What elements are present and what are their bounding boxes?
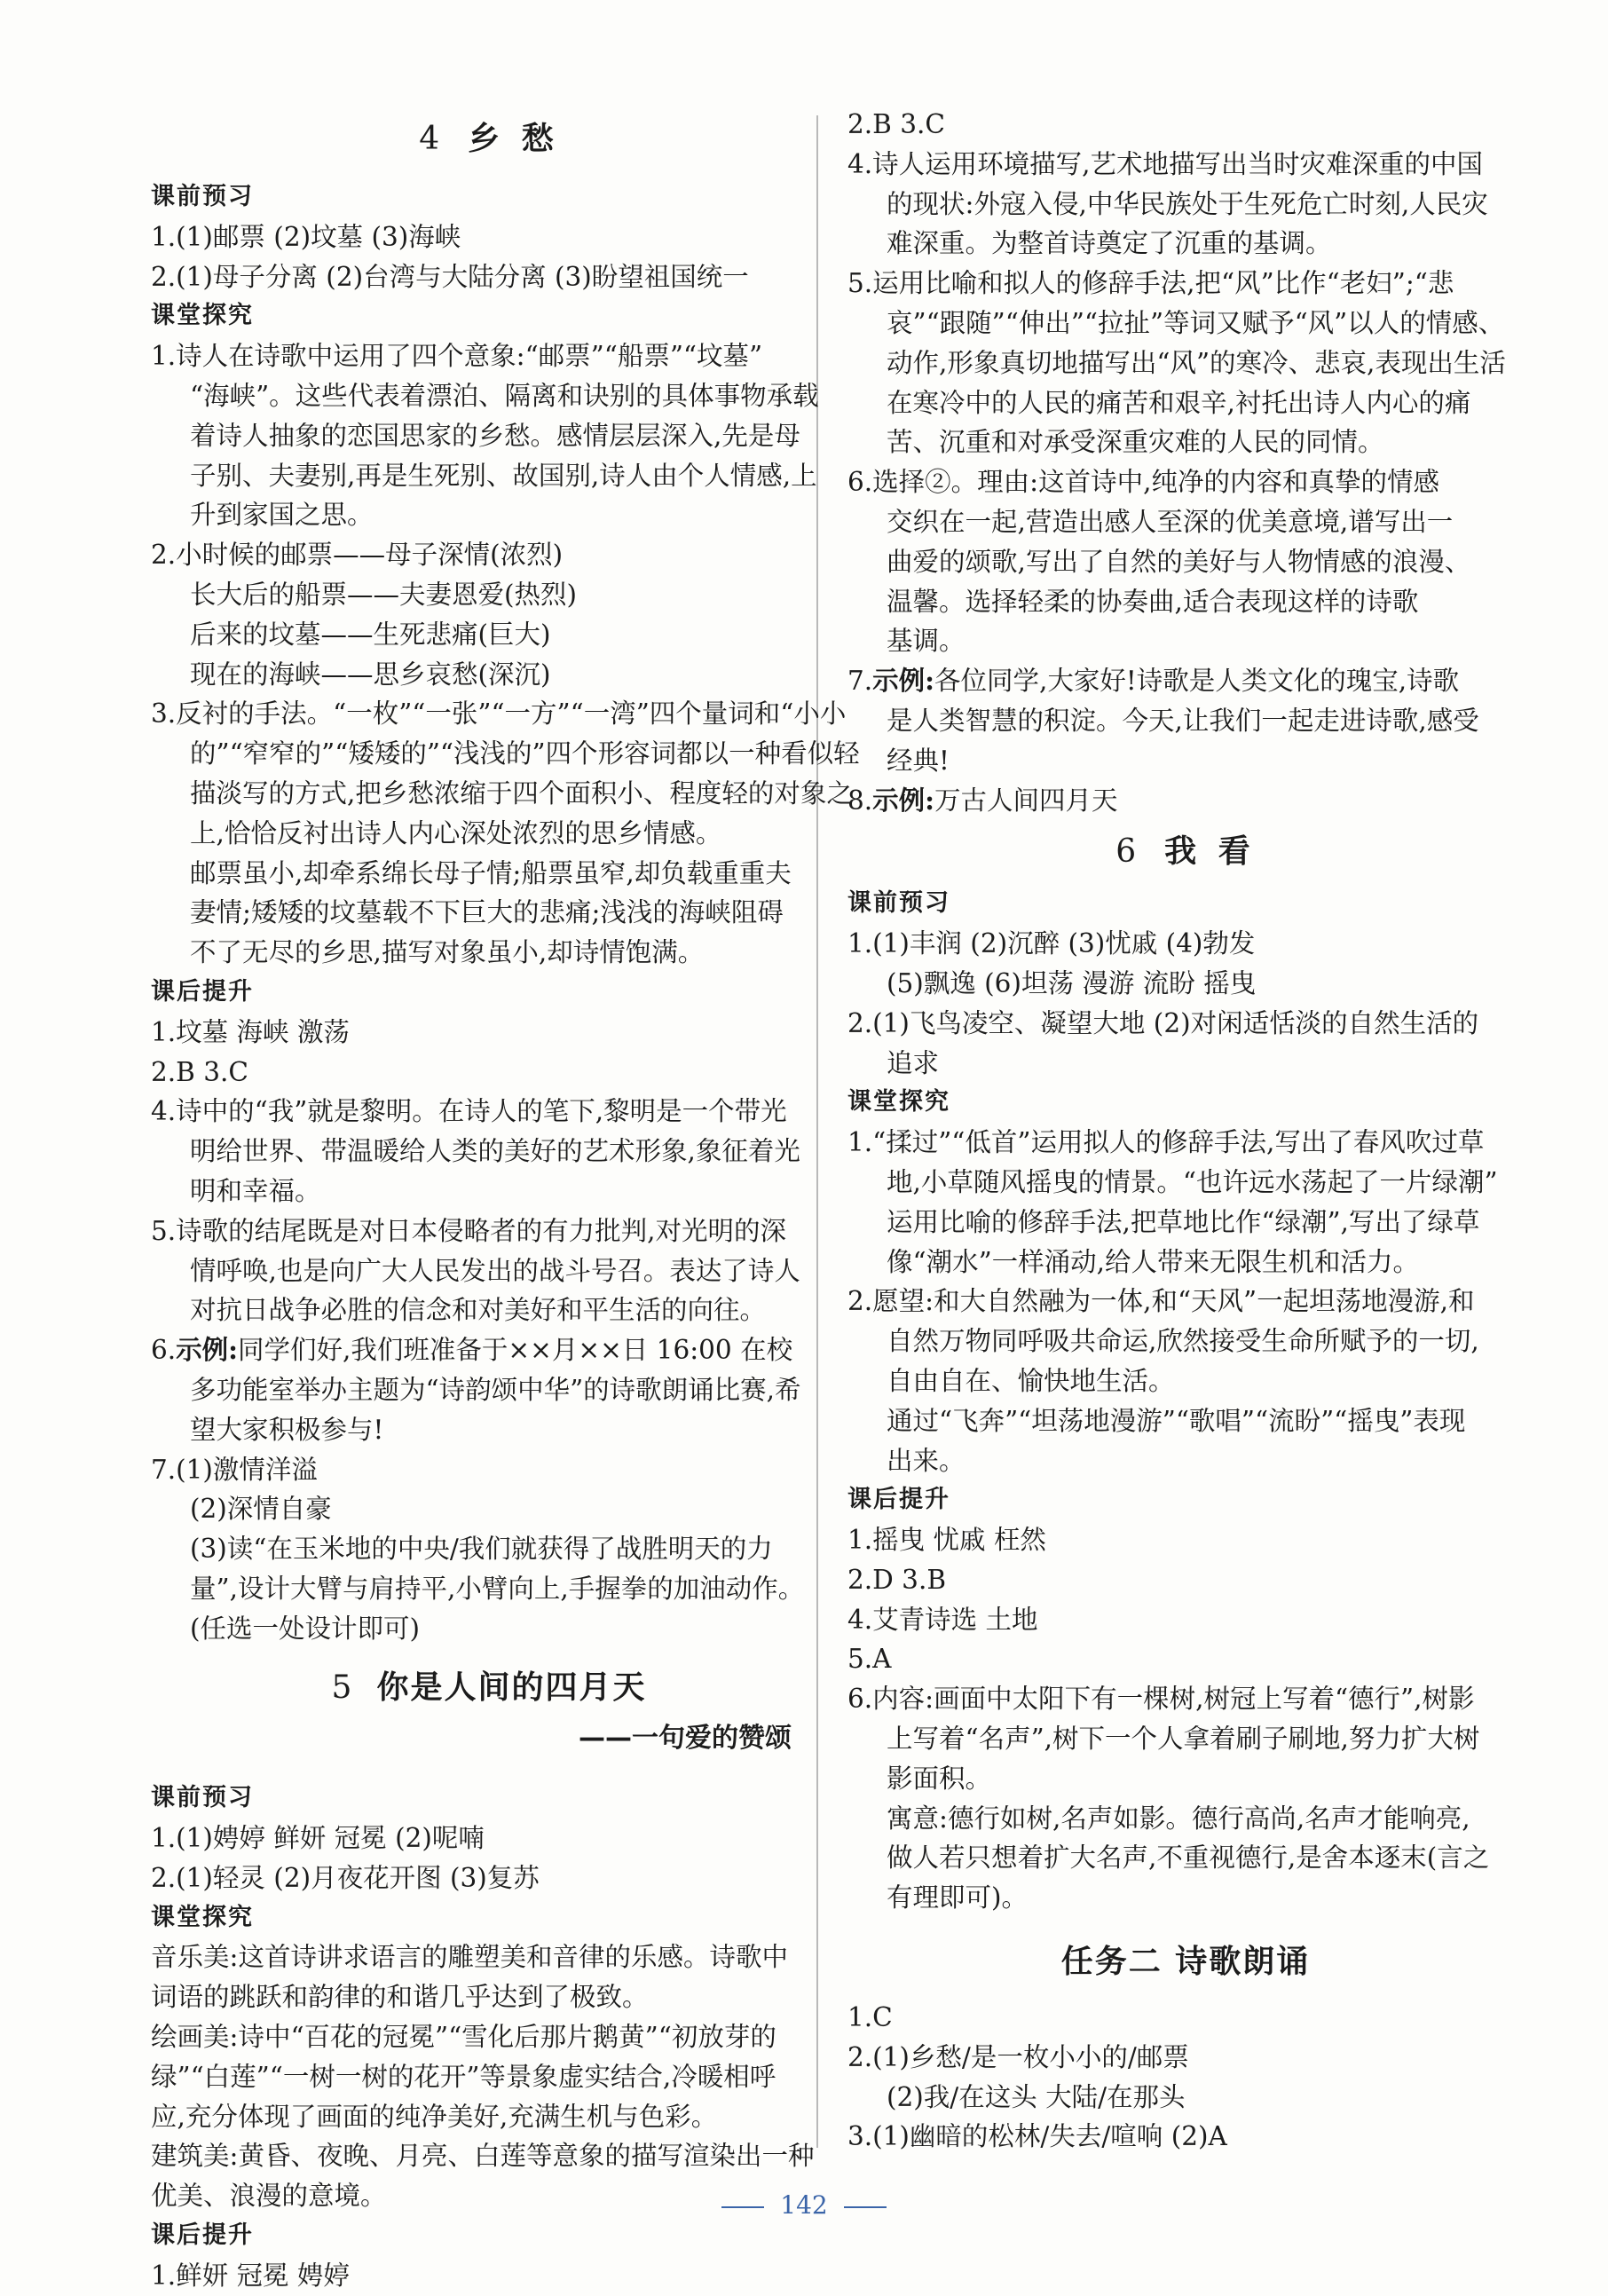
text-line: 的”“窄窄的”“矮矮的”“浅浅的”四个形容词都以一种看似轻 (190, 738, 860, 769)
text-line: (任选一处设计即可) (190, 1613, 421, 1644)
text-line: 2.(1)乡愁/是一枚小小的/邮票 (847, 2041, 1189, 2072)
text-line: 5.诗歌的结尾既是对日本侵略者的有力批判,对光明的深 (151, 1215, 787, 1246)
text-line: 自然万物同呼吸共命运,欣然接受生命所赋予的一切, (887, 1326, 1479, 1357)
text-line: 不了无尽的乡思,描写对象虽小,却诗情饱满。 (190, 937, 705, 968)
text-line: 影面积。 (887, 1763, 992, 1794)
text-line: 地,小草随风摇曳的情景。“也许远水荡起了一片绿潮” (887, 1166, 1498, 1197)
text-line: 1.(1)娉婷 鲜妍 冠冕 (2)呢喃 (151, 1823, 485, 1854)
text-line: 追求 (887, 1047, 940, 1078)
section-header-explore: 课堂探究 (847, 1088, 950, 1116)
text-line: 现在的海峡——思乡哀愁(深沉) (190, 659, 551, 690)
text-line: 难深重。为整首诗奠定了沉重的基调。 (887, 228, 1332, 259)
text-line: 1.(1)丰润 (2)沉醉 (3)忧戚 (4)勃发 (847, 928, 1256, 959)
right-column (847, 105, 1524, 2157)
text-line: 1.诗人在诗歌中运用了四个意象:“邮票”“船票”“坟墓” (151, 341, 763, 372)
text-line: 6.选择②。理由:这首诗中,纯净的内容和真挚的情感 (847, 467, 1439, 498)
text-line: 升到家国之思。 (190, 500, 374, 531)
text-line: 2.小时候的邮票——母子深情(浓烈) (151, 540, 564, 571)
text-line: 4.诗人运用环境描写,艺术地描写出当时灾难深重的中国 (847, 148, 1484, 179)
text-line: 描淡写的方式,把乡愁浓缩于四个面积小、程度轻的对象之 (190, 777, 853, 809)
text-line: 哀”“跟随”“伸出”“拉扯”等词又赋予“风”以人的情感、 (887, 307, 1505, 338)
text-line: 苦、沉重和对承受深重灾难的人民的同情。 (887, 427, 1384, 458)
section-header-preview: 课前预习 (151, 183, 254, 210)
text-line-q7: 7.示例:各位同学,大家好!诗歌是人类文化的瑰宝,诗歌 (847, 665, 1460, 697)
text-line: 建筑美:黄昏、夜晚、月亮、白莲等意象的描写渲染出一种 (151, 2141, 815, 2172)
text-line: 后来的坟墓——生死悲痛(巨大) (190, 619, 551, 650)
example-label: 示例: (176, 1334, 239, 1366)
lesson-4-title: 4 乡 愁 (419, 121, 559, 157)
text-line: 2.愿望:和大自然融为一体,和“天风”一起坦荡地漫游,和 (847, 1286, 1475, 1317)
text-line: 子别、夫妻别,再是生死别、故国别,诗人由个人情感,上 (190, 460, 817, 491)
lesson-5-title: 5 你是人间的四月天 (331, 1669, 647, 1707)
section-header-after: 课后提升 (151, 977, 254, 1006)
text-line: 经典! (887, 745, 950, 776)
text-line: 着诗人抽象的恋国思家的乡愁。感情层层深入,先是母 (190, 420, 800, 451)
section-header-explore: 课堂探究 (151, 1903, 254, 1931)
text-line-q6: 6.示例:同学们好,我们班准备于××月××日 16:00 在校 (151, 1334, 793, 1366)
text-line: 2.D 3.B (847, 1564, 946, 1595)
task-2-title: 任务二 诗歌朗诵 (1060, 1944, 1311, 1981)
text-line: 明给世界、带温暖给人类的美好的艺术形象,象征着光 (190, 1136, 800, 1167)
text-line: 优美、浪漫的意境。 (151, 2181, 387, 2212)
text-line: 通过“飞奔”“坦荡地漫游”“歌唱”“流盼”“摇曳”表现 (887, 1405, 1466, 1436)
text-line: 动作,形象真切地描写出“风”的寒冷、悲哀,表现出生活 (887, 347, 1506, 378)
text-line: 上写着“名声”,树下一个人拿着刷子刷地,努力扩大树 (887, 1724, 1480, 1755)
text-line: 7.(1)激情洋溢 (151, 1454, 318, 1485)
text-line: 4.艾青诗选 土地 (847, 1604, 1038, 1635)
text-line: 出来。 (887, 1445, 966, 1476)
text-line: 有理即可)。 (887, 1882, 1029, 1913)
text-line: (2)深情自豪 (190, 1494, 332, 1525)
text-line: 绿”“白莲”“一树一树的花开”等景象虚实结合,冷暖相呼 (151, 2061, 776, 2092)
text-line: 寓意:德行如树,名声如影。德行高尚,名声才能响亮, (887, 1803, 1470, 1834)
text-line: 长大后的船票——夫妻恩爱(热烈) (190, 579, 578, 610)
text-line: 1.“揉过”“低首”运用拟人的修辞手法,写出了春风吹过草 (847, 1127, 1485, 1158)
lesson-6-title: 6 我 看 (1115, 833, 1256, 871)
section-header-preview: 课前预习 (151, 1784, 254, 1812)
text-line: 6.内容:画面中太阳下有一棵树,树冠上写着“德行”,树影 (847, 1684, 1475, 1715)
text-line: (3)读“在玉米地的中央/我们就获得了战胜明天的力 (190, 1534, 773, 1565)
lesson-5-subtitle: ——一句爱的赞颂 (579, 1723, 792, 1755)
text-line: 上,恰恰反衬出诗人内心深处浓烈的思乡情感。 (190, 817, 722, 848)
example-label: 示例: (872, 665, 935, 697)
text-line: 2.B 3.C (847, 109, 945, 139)
text-line: 2.B 3.C (151, 1056, 248, 1087)
text-line: (5)飘逸 (6)坦荡 漫游 流盼 摇曳 (887, 967, 1257, 998)
text-line-q8: 8.示例:万古人间四月天 (847, 784, 1118, 816)
text-line: 是人类智慧的积淀。今天,让我们一起走进诗歌,感受 (887, 705, 1479, 736)
text-line: (2)我/在这头 大陆/在那头 (887, 2081, 1186, 2112)
text-line: 4.诗中的“我”就是黎明。在诗人的笔下,黎明是一个带光 (151, 1096, 787, 1127)
text-line: 应,充分体现了画面的纯净美好,充满生机与色彩。 (151, 2101, 718, 2132)
text-line: 1.C (847, 2002, 893, 2033)
text-line: 基调。 (887, 626, 966, 657)
example-label: 示例: (872, 784, 935, 816)
text-line: 妻情;矮矮的坟墓载不下巨大的悲痛;浅浅的海峡阻碍 (190, 897, 784, 928)
text-line: 像“潮水”一样涌动,给人带来无限生机和活力。 (887, 1246, 1420, 1277)
text-line: 量”,设计大臂与肩持平,小臂向上,手握拳的加油动作。 (190, 1573, 805, 1604)
section-header-after: 课后提升 (151, 2221, 254, 2250)
text-line: 音乐美:这首诗讲求语言的雕塑美和音律的乐感。诗歌中 (151, 1942, 788, 1973)
text-line: 在寒冷中的人民的痛苦和艰辛,衬托出诗人内心的痛 (887, 387, 1471, 418)
text-line: 2.(1)轻灵 (2)月夜花开图 (3)复苏 (151, 1862, 540, 1893)
text-line: 2.(1)飞鸟凌空、凝望大地 (2)对闲适恬淡的自然生活的 (847, 1007, 1479, 1038)
text-line: “海峡”。这些代表着漂泊、隔离和诀别的具体事物承载 (190, 380, 819, 411)
text-line: 的现状:外寇入侵,中华民族处于生死危亡时刻,人民灾 (887, 188, 1488, 219)
section-header-explore: 课堂探究 (151, 302, 254, 330)
text-line: 5.运用比喻和拟人的修辞手法,把“风”比作“老妇”;“悲 (847, 268, 1454, 299)
page-number-dash-right (844, 2206, 887, 2208)
text-line: 1.鲜妍 冠冕 娉婷 (151, 2260, 350, 2291)
text-line: 1.摇曳 忧戚 枉然 (847, 1525, 1046, 1556)
text-line: 3.(1)幽暗的松林/失去/喧响 (2)A (847, 2121, 1227, 2152)
section-header-preview: 课前预习 (847, 889, 950, 918)
text-line: 自由自在、愉快地生活。 (887, 1365, 1175, 1396)
text-line: 交织在一起,营造出感人至深的优美意境,谱写出一 (887, 506, 1454, 537)
page-number-dash-left (721, 2206, 764, 2208)
text-line: 做人若只想着扩大名声,不重视德行,是舍本逐末(言之 (887, 1842, 1490, 1874)
section-header-after: 课后提升 (847, 1486, 950, 1514)
text-line: 绘画美:诗中“百花的冠冕”“雪化后那片鹅黄”“初放芽的 (151, 2022, 776, 2053)
text-line: 2.(1)母子分离 (2)台湾与大陆分离 (3)盼望祖国统一 (151, 261, 749, 292)
text-line: 曲爱的颂歌,写出了自然的美好与人物情感的浪漫、 (887, 546, 1471, 577)
text-line: 温馨。选择轻柔的协奏曲,适合表现这样的诗歌 (887, 586, 1419, 617)
text-line: 望大家积极参与! (190, 1414, 384, 1445)
page-number: 142 (0, 2190, 1608, 2220)
text-line: 运用比喻的修辞手法,把草地比作“绿潮”,写出了绿草 (887, 1206, 1480, 1237)
text-line: 明和幸福。 (190, 1175, 321, 1206)
left-column (151, 105, 860, 2296)
text-line: 对抗日战争必胜的信念和对美好和平生活的向往。 (190, 1295, 767, 1326)
text-line: 3.反衬的手法。“一枚”“一张”“一方”“一湾”四个量词和“小小 (151, 698, 847, 730)
text-line: 1.坟墓 海峡 激荡 (151, 1016, 350, 1047)
text-line: 1.(1)邮票 (2)坟墓 (3)海峡 (151, 221, 461, 252)
text-line: 词语的跳跃和韵律的和谐几乎达到了极致。 (151, 1982, 649, 2013)
text-line: 邮票虽小,却牵系绵长母子情;船票虽窄,却负载重重夫 (190, 857, 792, 888)
text-line: 多功能室举办主题为“诗韵颂中华”的诗歌朗诵比赛,希 (190, 1374, 801, 1405)
text-line: 情呼唤,也是向广大人民发出的战斗号召。表达了诗人 (190, 1255, 800, 1286)
text-line: 5.A (847, 1644, 892, 1675)
